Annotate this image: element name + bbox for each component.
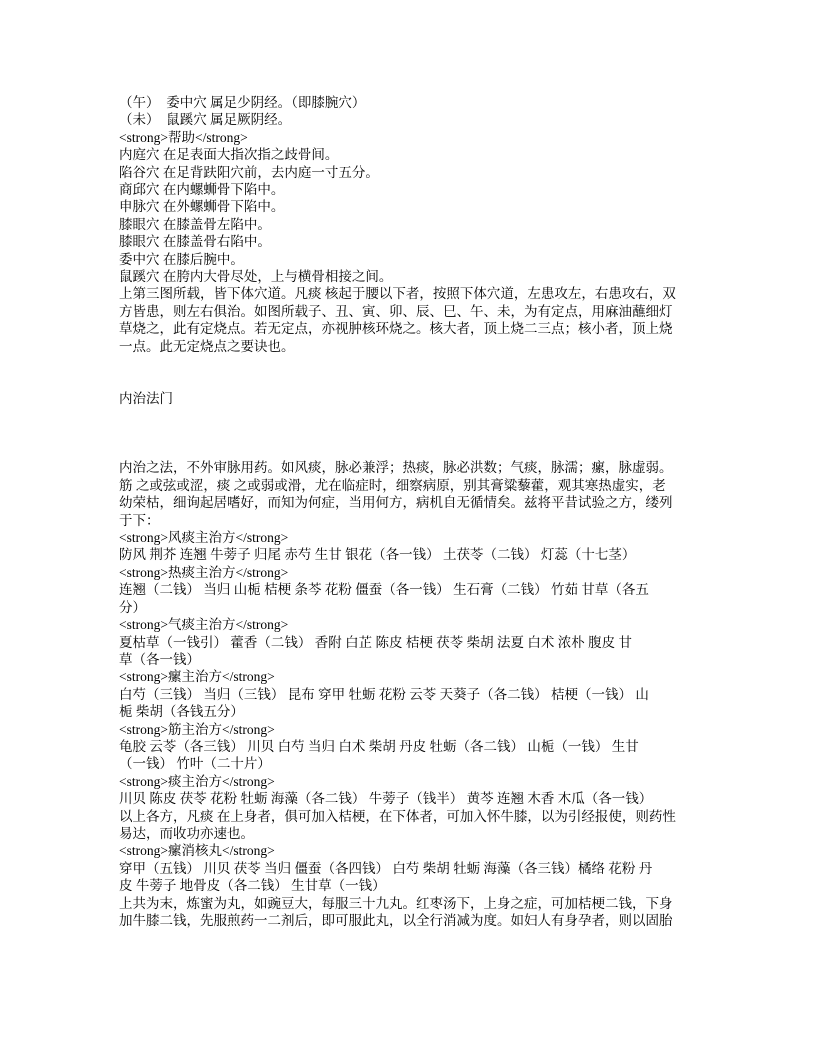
text-line: 鼠蹊穴 在胯内大骨尽处，上与横骨相接之间。 bbox=[119, 269, 393, 285]
text-line: 筋 之或弦或涩，痰 之或弱或滑，尤在临症时，细察病原，别其膏粱藜藿，观其寒热虚实，老 bbox=[119, 477, 666, 493]
blank-line bbox=[119, 355, 699, 372]
text-line: 川贝 陈皮 茯苓 花粉 牡蛎 海藻（各二钱） 牛蒡子（钱半） 黄芩 连翘 木香 木瓜（各一钱） bbox=[119, 791, 653, 807]
text-line: 方皆患，则左右俱治。如图所载子、丑、寅、卯、辰、巳、午、未，为有定点，用麻油蘸细灯 bbox=[119, 303, 673, 319]
text-line: 上共为末，炼蜜为丸，如豌豆大，每服三十九丸。红枣汤下，上身之症，可加桔梗二钱，下身 bbox=[119, 895, 673, 911]
text-line: 穿甲（五钱） 川贝 茯苓 当归 僵蚕（各四钱） 白芍 柴胡 牡蛎 海藻（各三钱）橘络 花粉 丹 bbox=[119, 860, 653, 876]
text-line: <strong>帮助</strong> bbox=[119, 129, 248, 145]
text-line: 膝眼穴 在膝盖骨右陷中。 bbox=[119, 234, 271, 250]
text-line: <strong>热痰主治方</strong> bbox=[119, 564, 289, 580]
text-line: 以上各方，凡痰 在上身者，俱可加入桔梗，在下体者，可加入怀牛膝，以为引经报使，则药性 bbox=[119, 808, 676, 824]
text-line: <strong>气痰主治方</strong> bbox=[119, 617, 289, 633]
text-line: 白芍（三钱） 当归（三钱） 昆布 穿甲 牡蛎 花粉 云苓 天葵子（各二钱） 桔梗（一钱） 山 bbox=[119, 686, 649, 702]
text-line: 于下： bbox=[119, 512, 160, 528]
blank-line bbox=[119, 442, 699, 459]
blank-line bbox=[119, 425, 699, 442]
text-line: 连翘（二钱） 当归 山栀 桔梗 条芩 花粉 僵蚕（各一钱） 生石膏（二钱） 竹茹 甘草（各五 bbox=[119, 582, 649, 598]
text-line: <strong>风痰主治方</strong> bbox=[119, 530, 289, 546]
blank-line bbox=[119, 407, 699, 424]
text-line: 防风 荆芥 连翘 牛蒡子 归尾 赤芍 生甘 银花（各一钱） 土茯苓（二钱） 灯蕊（十七茎） bbox=[119, 547, 636, 563]
text-line: （未） 鼠蹊穴 属足厥阴经。 bbox=[119, 112, 292, 128]
text-line: 栀 柴胡（各钱五分） bbox=[119, 704, 244, 720]
text-line: 加牛膝二钱，先服煎药一二剂后，即可服此丸，以全行消减为度。如妇人有身孕者，则以固胎 bbox=[119, 913, 673, 929]
text-line: 草（各一钱） bbox=[119, 651, 200, 667]
text-line: 内庭穴 在足表面大指次指之歧骨间。 bbox=[119, 147, 339, 163]
text-line: 夏枯草（一钱引） 藿香（二钱） 香附 白芷 陈皮 桔梗 茯苓 柴胡 法夏 白术 浓朴 腹皮 甘 bbox=[119, 634, 632, 650]
text-line: <strong>痰主治方</strong> bbox=[119, 773, 275, 789]
text-line: <strong>瘰主治方</strong> bbox=[119, 669, 275, 685]
text-line: （午） 委中穴 属足少阴经。（即膝腕穴） bbox=[119, 95, 366, 110]
text-line: 一点。此无定烧点之要诀也。 bbox=[119, 338, 295, 354]
text-line: <strong>筋主治方</strong> bbox=[119, 721, 275, 737]
text-line: 内治之法，不外审脉用药。如风痰，脉必兼浮；热痰，脉必洪数；气痰，脉濡；瘰，脉虚弱。 bbox=[119, 460, 673, 476]
text-line: 分） bbox=[119, 599, 146, 615]
text-line: 上第三图所载，皆下体穴道。凡痰 核起于腰以下者，按照下体穴道，左患攻左，右患攻右，双 bbox=[119, 286, 676, 302]
text-line: 幼荣枯，细询起居嗜好，而知为何症，当用何方，病机自无循情矣。兹将平昔试验之方，缕列 bbox=[119, 495, 673, 511]
text-line: 龟胶 云苓（各三钱） 川贝 白芍 当归 白术 柴胡 丹皮 牡蛎（各二钱） 山栀（一钱） 生甘 bbox=[119, 738, 639, 754]
text-line: 商邱穴 在内螺蛳骨下陷中。 bbox=[119, 182, 285, 198]
text-line: 草烧之，此有定烧点。若无定点，亦视肿核环烧之。核大者，顶上烧二三点；核小者，顶上烧 bbox=[119, 321, 673, 337]
document-body bbox=[119, 94, 699, 929]
text-line: （一钱） 竹叶（二十片） bbox=[119, 756, 271, 772]
text-line: 内治法门 bbox=[119, 390, 173, 406]
text-line: 委中穴 在膝后腕中。 bbox=[119, 251, 244, 267]
text-line: <strong>瘰消核丸</strong> bbox=[119, 843, 275, 859]
text-line: 申脉穴 在外螺蛳骨下陷中。 bbox=[119, 199, 285, 215]
text-line: 皮 牛蒡子 地骨皮（各二钱） 生甘草（一钱） bbox=[119, 878, 386, 894]
text-line: 膝眼穴 在膝盖骨左陷中。 bbox=[119, 216, 271, 232]
text-line: 易达，而收功亦速也。 bbox=[119, 825, 254, 841]
text-line: 陷谷穴 在足背趺阳穴前，去内庭一寸五分。 bbox=[119, 164, 379, 180]
blank-line bbox=[119, 372, 699, 389]
